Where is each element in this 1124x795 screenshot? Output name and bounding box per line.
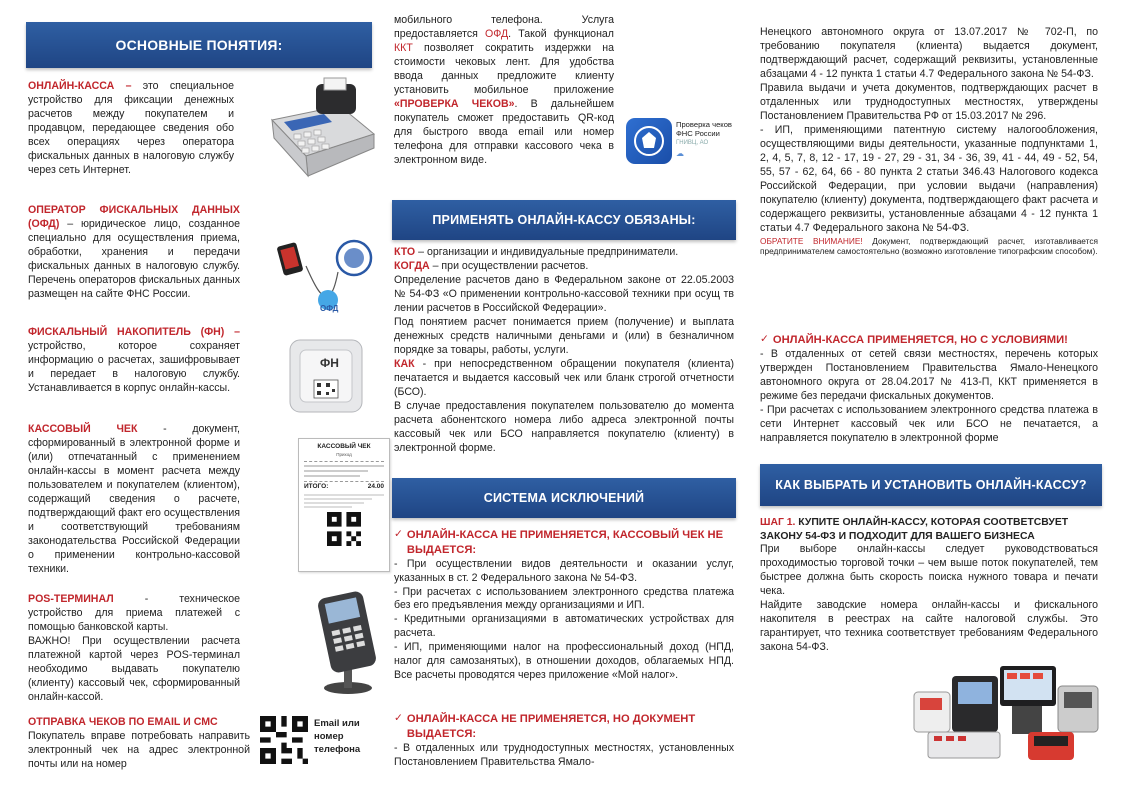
note: [760, 236, 1098, 257]
receipt-details: [304, 494, 384, 508]
cont-text-b: . Такой функционал: [508, 27, 614, 40]
cont3-text: - ИП, применяющими патентную систему налогообложения, осуществляющими виды деятельности, указанные подпунктами 1, 2, 4, 5, 7, 8, 12 - 17, 19 - 27, 29 - 31, 34 - 36, 39, 41 - 44, 49 - 52, 54, 55, 57 - 62, 64, 66 - 80 пункта 2 статьи 346.43 Налогового кодекса Российской Федерации, при условии выдачи (направления) покупателю (клиенту) документа, подтверждающего факт расчета и содержащего реквизиты, установленные абзацами 4 - 12 пункта 1 статьи 4.7 Федерального закона № 54-ФЗ.: [760, 123, 1098, 234]
cont2-text: Правила выдачи и учета документов, подтверждающих расчет в отдаленных или труднодоступных местностях, утверждены Постановлением Правительства РФ от 15.03.2017 № 296.: [760, 81, 1098, 122]
step1-title: КУПИТЕ ОНЛАЙН-КАССУ, КОТОРАЯ СООТВЕТСВУЕТ ЗАКОНУ 54-ФЗ И ПОДХОДИТ ДЛЯ ВАШЕГО БИЗНЕСА: [760, 517, 1069, 542]
exc2-title: ОНЛАЙН-КАССА НЕ ПРИМЕНЯЕТСЯ, НО ДОКУМЕНТ ВЫДАЕТСЯ:: [406, 713, 696, 740]
fn-device-image: [286, 336, 366, 416]
note-text: Документ, подтверждающий расчет, изготавливается предпринимателем самостоятельно (возможно изготовление типографским способом).: [760, 235, 1098, 256]
exc1-title-row: [394, 528, 734, 558]
note-label: ОБРАТИТЕ ВНИМАНИЕ!: [760, 235, 863, 246]
banner-exceptions: СИСТЕМА ИСКЛЮЧЕНИЙ: [392, 478, 736, 518]
qr-caption: Email или номер телефона: [314, 718, 361, 755]
term-pos-text: - техническое устройство для приема платежей с помощью банковской карты.: [28, 593, 240, 633]
column-obligations: [392, 0, 736, 795]
term-ofd-label: ОПЕРАТОР ФИСКАЛЬНЫХ ДАННЫХ (ОФД): [28, 204, 240, 230]
checkmark-icon: ✓: [394, 712, 403, 724]
receipt-lines: [304, 461, 384, 481]
term-fn: [28, 326, 240, 396]
exceptions-block-2: [394, 712, 734, 770]
cloud-download-icon: ☁: [676, 149, 684, 158]
step1-heading: [760, 516, 1098, 543]
step1-label: ШАГ 1.: [760, 517, 796, 528]
term-pos-label: POS-ТЕРМИНАЛ: [28, 593, 114, 605]
term-online-kassa-text: это специальное устройство для фиксации денежных расчетов между покупателем и продавцом, передающее сведения обо всех операциях через оператора фискальных данных в налоговую службу через сеть Интернет.: [28, 80, 234, 176]
term-check-text: - документ, сформированный в электронной форме и (или) отпечатанный с применением онлайн-кассы в момент расчета между пользователем и покупателем (клиентом), содержащий сведения о расчете, подтверждающий факт его осуществления и соответствующий требованиям законодательства Российской Федерации о применении контрольно-кассовой техники.: [28, 423, 240, 575]
app-name: «ПРОВЕРКА ЧЕКОВ»: [394, 97, 515, 110]
step1-block: [760, 516, 1098, 655]
receipt-total-value: 24.00: [367, 482, 384, 490]
step1-text2: Найдите заводские номера онлайн-кассы и фискального накопителя в реестрах на сайте налоговой службы. Это гарантирует, что техника соответствует требованиям Федерального закона 54-ФЗ.: [760, 599, 1098, 654]
checkmark-icon: ✓: [760, 333, 769, 345]
cond2-text: - При расчетах с использованием электронного средства платежа в сети Интернет кассовый чек или БСО не печатается, а направляется покупателю в электронной форме: [760, 403, 1098, 444]
ofd-logo-label: ОФД: [320, 304, 339, 313]
term-email: [28, 716, 250, 772]
exc2-text: - В отдаленных или труднодоступных местностях, установленных Постановлением Правительства Ямало-: [394, 741, 734, 768]
email-qr-code: [260, 716, 308, 764]
term-ofd: [28, 204, 240, 302]
column-basic-concepts: [22, 0, 384, 795]
obligations-text: [394, 246, 734, 456]
kto-label: КТО: [394, 246, 416, 258]
banner-obligations: ПРИМЕНЯТЬ ОНЛАЙН-КАССУ ОБЯЗАНЫ:: [392, 200, 736, 240]
receipt-subtitle: Приход: [336, 451, 352, 457]
kak-label: КАК: [394, 357, 415, 370]
banner-basic-concepts: ОСНОВНЫЕ ПОНЯТИЯ:: [26, 22, 372, 68]
col3-continuation: [760, 26, 1098, 256]
step1-text1: При выборе онлайн-кассы следует руководствоваться проходимостью торговой точки – чем выше поток покупателей, тем быстрее должна быть скорость поиска нужного товара и печати чека.: [760, 543, 1098, 598]
term-email-label: ОТПРАВКА ЧЕКОВ ПО EMAIL И СМС: [28, 716, 218, 728]
cond-title-row: [760, 333, 1098, 348]
cont-text-c: позволяет сократить издержки на стоимости чековых лент. Для удобства ввода данных предложите клиенту установить мобильное приложение: [394, 41, 614, 96]
remote-text: В случае предоставления покупателем пользователю до момента расчета абонентского номера либо адреса электронной почты кассовый чек или БСО направляется покупателю (клиенту) в электронной форме.: [394, 399, 734, 454]
exc1-title: ОНЛАЙН-КАССА НЕ ПРИМЕНЯЕТСЯ, КАССОВЫЙ ЧЕК НЕ ВЫДАЕТСЯ:: [406, 529, 724, 556]
exc1-item: - При осуществлении видов деятельности и оказании услуг, указанных в ст. 2 Федерального закона № 54-ФЗ.: [394, 557, 734, 584]
cash-registers-collage-image: [908, 662, 1104, 766]
exc1-item: - При расчетах с использованием электронного средства платежа без его предъявления между организациями и ИП.: [394, 585, 734, 612]
definition-text: Определение расчетов дано в Федеральном законе от 22.05.2003 № 54-ФЗ «О применении контрольно-кассовой техники при осущ тв лении расчетов в Российской Федерации».: [394, 273, 734, 314]
cash-register-image: [262, 76, 380, 188]
definition-text-2: Под понятием расчет понимается прием (получение) и выплата денежных средств наличными деньгами и (или) в безналичном порядке за товары, работы, услуги.: [394, 315, 734, 356]
cond-title: ОНЛАЙН-КАССА ПРИМЕНЯЕТСЯ, НО С УСЛОВИЯМИ!: [772, 334, 1068, 346]
kogda-text: – при осуществлении расчетов.: [429, 259, 589, 272]
exc1-item: - Кредитными организациями в автоматических устройствах для расчета.: [394, 613, 734, 640]
cond1-text: - В отдаленных от сетей связи местностях, перечень которых утвержден Постановлением Правительства Ямало-Ненецкого автономного округа от 28.04.2017 № 413-П, ККТ применяется в режиме без передачи фискальных документов.: [760, 347, 1098, 402]
term-check: [28, 423, 240, 577]
exc1-item: - ИП, применяющими налог на профессиональный доход (НПД, налог для самозанятых), в отношении доходов, облагаемых НПД. Все расчеты проводятся через приложение «Мой налог».: [394, 641, 734, 682]
term-pos-important: ВАЖНО! При осуществлении расчета платежной картой через POS-терминал необходимо выдавать покупателю (клиенту) кассовый чек, сформированный онлайн-кассой.: [28, 634, 240, 703]
exc2-title-row: [394, 712, 734, 742]
exceptions-block-1: [394, 528, 734, 683]
term-fn-label: ФИСКАЛЬНЫЙ НАКОПИТЕЛЬ (ФН): [28, 326, 225, 338]
receipt-qr-code: [327, 512, 361, 546]
cont-text-a: мобильного телефона. Услуга предоставляется: [394, 14, 614, 40]
cont-kkt: ККТ: [394, 41, 413, 54]
term-fn-text: устройство, которое сохраняет информацию о расчетах, зашифровывает и передает в налоговую службу. Устанавливается в корпус онлайн-кассы.: [28, 339, 240, 394]
banner-how-to-choose: КАК ВЫБРАТЬ И УСТАНОВИТЬ ОНЛАЙН-КАССУ?: [760, 464, 1102, 506]
term-ofd-text: – юридическое лицо, созданное специально для осуществления приема, обработки, хранения и передачи фискальных данных в налоговую службу. Перечень операторов фискальных данных размещен на сайте ФНС России.: [28, 217, 240, 300]
receipt-total-label: ИТОГО:: [304, 482, 329, 490]
email-continuation: [394, 14, 614, 168]
fns-emblem-icon: [626, 118, 672, 164]
pos-terminal-image: [304, 586, 384, 698]
column-exceptions-continued: [758, 0, 1104, 795]
term-fn-dash: –: [224, 326, 240, 338]
term-pos: [28, 593, 240, 705]
exc1-list: [394, 558, 734, 684]
checkmark-icon: ✓: [394, 528, 403, 540]
kogda-label: КОГДА: [394, 259, 430, 272]
app-icon-sub: ГНИВЦ, АО: [676, 140, 709, 146]
fn-device-label: ФН: [320, 356, 339, 370]
kto-text: – организации и индивидуальные предприниматели.: [415, 246, 679, 258]
term-online-kassa-label: ОНЛАЙН-КАССА –: [28, 80, 132, 92]
cont-ofd: ОФД: [485, 27, 509, 40]
receipt-total: [304, 481, 384, 492]
term-email-text: Покупатель вправе потребовать направить электронный чек на адрес электронной почты или на номер: [28, 729, 250, 770]
app-icon: [626, 118, 672, 164]
receipt-image: [298, 438, 390, 572]
app-icon-title: Проверка чеков ФНС России: [676, 120, 732, 139]
kak-text: - при непосредственном обращении покупателя (клиента) печатается и выдается кассовый чек или бланк строгой отчетности (БСО).: [394, 357, 734, 398]
cont1-text: Ненецкого автономного округа от 13.07.2017 № 702-П, по требованию покупателя (клиента) выдается документ, подтверждающий расчет, содержащий реквизиты, установленные абзацами 4 - 12 пункта 1 статьи 4.7 Федерального закона № 54-ФЗ.: [760, 26, 1098, 80]
receipt-title: КАССОВЫЙ ЧЕК: [317, 443, 371, 450]
term-online-kassa: [28, 80, 234, 178]
cont-text-d: . В дальнейшем покупатель сможет предоставить QR-код для быстрого ввода email или номер телефона для отправки кассового чека в электронном виде.: [394, 97, 614, 166]
term-check-label: КАССОВЫЙ ЧЕК: [28, 423, 138, 435]
conditions-block: [760, 333, 1098, 446]
